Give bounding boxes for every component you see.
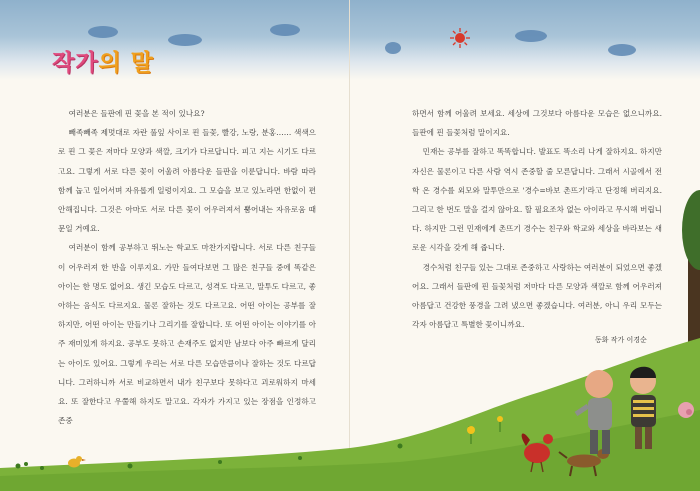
title-rest: 의 말 <box>98 50 154 76</box>
paragraph: 빼족빼족 제멋대로 자란 풀잎 사이로 핀 들꽃, 빨강, 노랑, 분홍…… 색색으로 핀 그 꽃은 저마다 모양과 색깔, 크기가 다르답니다. 피고 지는 시기도 다르고요. 그렇게 서로 다른 꽃이 어울려 아름다운 들판을 이룬답니다. 바람 따라 함께 눕고 일어서며 자유롭게 일렁이지요. 그 모습을 보고 있노라면 한없이 편안해집니다. 그것은 아마도 서로 다른 꽃이 어우러져서 뿜어내는 자유로움 때문일 거예요. <box>58 128 316 234</box>
paragraph: 하면서 함께 어울려 보세요. 세상에 그것보다 아름다운 모습은 없으니까요. 들판에 핀 들꽃처럼 말이지요. <box>412 109 662 138</box>
paragraph: 민재는 공부를 잘하고 똑똑합니다. 발표도 똑소리 나게 잘하지요. 하지만 자신은 물론이고 다른 사람 역시 존중할 줄 모른답니다. 그래서 시골에서 전학 온 경수를 외모와 말투만으로 '경수=바보 촌뜨기'라고 단정해 버리지요. 그리고 한 번도 말을 걸지 않아요. 할 필요조차 없는 아이라고 무시해 버립니다. 하지만 그런 민재에게 촌뜨기 경수는 친구와 학교와 세상을 바라보는 새로운 시각을 갖게 해 줍니다. <box>412 147 662 253</box>
paragraph: 경수처럼 친구들 있는 그대로 존중하고 사랑하는 여러분이 되었으면 좋겠어요. 그래서 들판에 핀 들꽃처럼 저마다 다른 모양과 색깔로 함께 어우러져 아름답고 건강한 풍경을 그려 냈으면 좋겠습니다. 여러분, 아니 우리 모두는 각자 아름답고 특별한 꽃이니까요. <box>412 262 662 330</box>
tree-foliage <box>682 190 700 270</box>
title-highlight: 작가 <box>52 50 99 76</box>
pig-icon <box>678 402 694 418</box>
paragraph: 여러분은 들판에 핀 꽃을 본 적이 있나요? <box>68 109 205 118</box>
paragraph: 여러분이 함께 공부하고 뛰노는 학교도 마찬가지랍니다. 서로 다른 친구들이 어우러져 한 반을 이루지요. 가만 들여다보면 그 많은 친구들 중에 똑같은 아이는 한 명도 없어요. 생긴 모습도 다르고, 성격도 다르고, 말투도 다르고, 좋아하는 음식도 다르지요. 물론 잘하는 것도 다르고요. 어떤 아이는 공부를 잘 하지만, 어떤 아이는 만들기나 그리기를 잘합니다. 또 어떤 아이는 이야기를 아주 재미있게 하지요. 공부도 못하고 손재주도 없지만 남보다 아주 빠르게 달리는 아이도 있어요. 그렇게 우리는 서로 다른 모습만큼이나 잘하는 것도 다르답니다. 그러하니까 서로 비교하면서 내가 친구보다 못하다고 괴로워하지 마세요. 또 잘한다고 우쭐해 하지도 말고요. 각자가 가지고 있는 장점을 인정하고 존중 <box>58 243 316 426</box>
author-signature: 동화 작가 이경순 <box>595 336 647 344</box>
